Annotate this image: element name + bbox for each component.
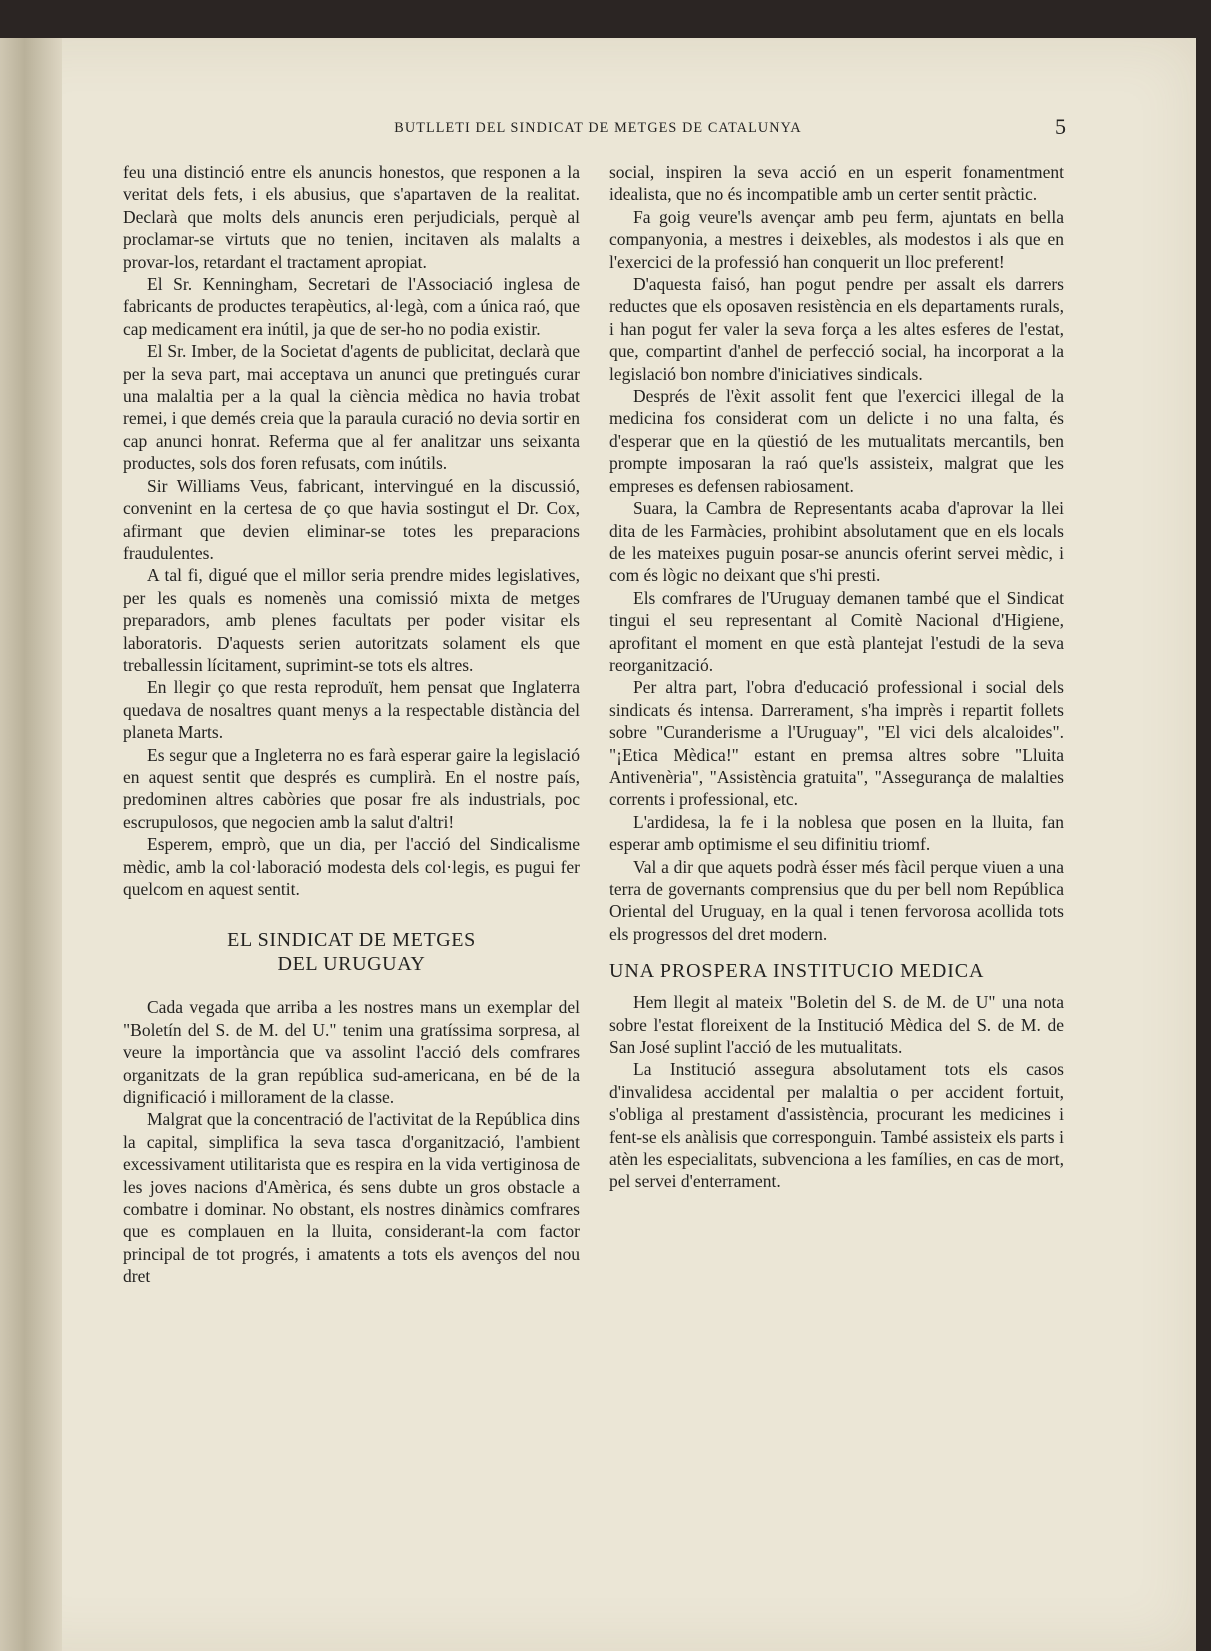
paragraph: Suara, la Cambra de Representants acaba d'aprovar la llei dita de les Farmàcies, prohibint absolutament que en els locals de les mateixes puguin posar-se anuncis oferint servei mèdic, i com és lògic no deixant que s'hi presti. <box>609 498 1064 586</box>
section-heading <box>123 928 580 976</box>
left-column <box>123 161 580 1288</box>
paragraph: social, inspiren la seva acció en un esperit fonamentment idealista, que no és incompatible amb un certer sentit pràctic. <box>609 162 1064 205</box>
paragraph: En llegir ço que resta reproduït, hem pensat que Inglaterra quedava de nosaltres quant menys a la respectable distància del planeta Marts. <box>123 677 580 743</box>
right-column <box>609 161 1064 1193</box>
section-heading-line: EL SINDICAT DE METGES <box>227 929 476 952</box>
paragraph: Malgrat que la concentració de l'activitat de la República dins la capital, simplifica la seva tasca d'organització, l'ambient excessivament utilitarista que es respira en la vida vertiginosa de les joves nacions d'Amèrica, és sens dubte un gros obstacle a combatre i dominar. No obstant, els nostres dinàmics comfrares que es complauen en la lluita, considerant-la com factor principal de tot progrés, i amatents a tots els avenços del nou dret <box>123 1109 580 1287</box>
paragraph: L'ardidesa, la fe i la noblesa que posen en la lluita, fan esperar amb optimisme el seu difinitiu triomf. <box>609 811 1064 855</box>
paragraph: Fa goig veure'ls avençar amb peu ferm, ajuntats en bella companyonia, a mestres i deixebles, als modestos i als que en l'exercici de la professió han conquerit un lloc preferent! <box>609 206 1064 272</box>
page-number: 5 <box>1055 114 1066 139</box>
running-header: BUTLLETI DEL SINDICAT DE METGES DE CATALUNYA <box>394 120 802 136</box>
paragraph: Hem llegit al mateix "Boletin del S. de M. de U" una nota sobre l'estat floreixent de la Institució Mèdica del S. de M. de San José suplint l'acció de les mutualitats. <box>609 992 1064 1058</box>
paragraph: Per altra part, l'obra d'educació professional i social dels sindicats és intensa. Darrerament, s'ha imprès i repartit follets sobre "Curanderisme a l'Uruguay", "El vici dels alcaloides". "¡Etica Mèdica!" estant en premsa altres sobre "Lluita Antivenèria", "Assistència gratuita", "Assegurança de malalties corrents i professional, etc. <box>609 677 1064 810</box>
paragraph: Esperem, emprò, que un dia, per l'acció del Sindicalisme mèdic, amb la col·laboració modesta dels col·legis, es pugui fer quelcom en aquest sentit. <box>123 834 580 899</box>
section-heading: UNA PROSPERA INSTITUCIO MEDICA <box>609 960 985 983</box>
paragraph: El Sr. Imber, de la Societat d'agents de publicitat, declarà que per la seva part, mai acceptava un anunci que pretingués curar una malaltia per a la qual la ciència mèdica no havia trobat remei, i que demés creia que la paraula curació no devia sortir en cap anunci honrat. Referma que al fer analitzar uns seixanta productes, sols dos foren refusats, com inútils. <box>123 341 580 474</box>
paragraph: A tal fi, digué que el millor seria prendre mides legislatives, per les quals es nomenès una comissió mixta de metges preparadors, amb plenes facultats per poder visitar els laboratoris. D'aquests serien autoritzats solament els que treballessin lícitament, suprimint-se tots els altres. <box>123 565 580 675</box>
paragraph: Sir Williams Veus, fabricant, intervingué en la discussió, convenint en la certesa de ço que havia sostingut el Dr. Cox, afirmant que devien eliminar-se totes les preparacions fraudulentes. <box>123 475 580 563</box>
paragraph: Es segur que a Ingleterra no es farà esperar gaire la legislació en aquest sentit que després es cumplirà. En el nostre país, predominen altres cabòries que posar fre als industrials, poc escrupulosos, que negocien amb la salut d'altri! <box>123 744 580 832</box>
paragraph: Després de l'èxit assolit fent que l'exercici illegal de la medicina fos considerat com un delicte i no una falta, és d'esperar que en la qüestió de les mutualitats mercantils, ben prompte imposaran la raó que'ls assisteix, malgrat que les empreses es defensen rabiosament. <box>609 386 1064 496</box>
paragraph: El Sr. Kenningham, Secretari de l'Associació inglesa de fabricants de productes terapèutics, al·legà, com a única raó, que cap medicament era inútil, ja que de ser-ho no podia existir. <box>123 274 580 339</box>
book-page <box>0 38 1196 1651</box>
section-heading-line: DEL URUGUAY <box>277 953 426 976</box>
paragraph: La Institució assegura absolutament tots els casos d'invalidesa accidental per malaltia o per accident fortuit, s'obliga al prestament d'assistència, procurant les medicines i fent-se els anàlisis que corresponguin. També assisteix els parts i atèn les especialitats, subvenciona a les famílies, en cas de mort, pel servei d'enterrament. <box>609 1059 1064 1192</box>
paragraph: D'aquesta faisó, han pogut pendre per assalt els darrers reductes que els oposaven resistència en els departaments rurals, i han pogut fer valer la seva força a les altes esferes de l'estat, que, compartint d'anhel de perfecció social, ha incorporat a la legislació bon nombre d'iniciatives sindicals. <box>609 274 1064 384</box>
paragraph: Val a dir que aquets podrà ésser més fàcil perque viuen a una terra de governants comprensius que du per bell nom República Oriental del Uruguay, en la qual i tenen fervorosa acollida tots els progressos del dret modern. <box>609 856 1064 944</box>
paragraph: feu una distinció entre els anuncis honestos, que responen a la veritat dels fets, i els abusius, que s'apartaven de la realitat. Declarà que molts dels anuncis eren perjudicials, perquè al proclamar-se virtuts que no tenien, incitaven als malalts a provar-los, retardant el tractament apropiat. <box>123 162 580 272</box>
paragraph: Els comfrares de l'Uruguay demanen també que el Sindicat tingui el seu representant al Comitè Nacional d'Higiene, aprofitant el moment en que està plantejat l'estudi de la seva reorganització. <box>609 587 1064 675</box>
paragraph: Cada vegada que arriba a les nostres mans un exemplar del "Boletín del S. de M. del U." tenim una gratíssima sorpresa, al veure la importància que va assolint l'acció dels comfrares organitzats de la gran república sud-americana, en bé de la dignificació i millorament de la classe. <box>123 997 580 1108</box>
page-binding-edge <box>0 38 62 1651</box>
